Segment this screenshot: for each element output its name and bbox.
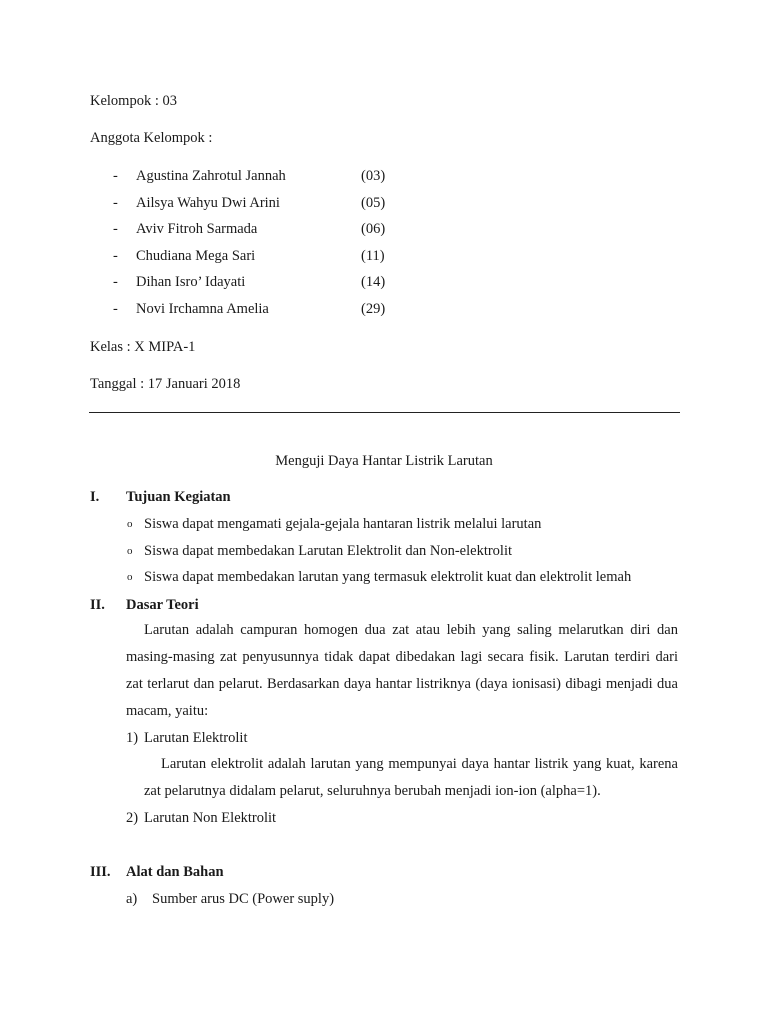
sub-item-title: Larutan Non Elektrolit [144,810,277,826]
member-number: (11) [361,248,385,264]
list-item-text: Siswa dapat membedakan Larutan Elektrolit dan Non-elektrolit [144,543,513,559]
member-name: Dihan Isro’ Idayati [136,274,246,290]
sub-item-title: Larutan Elektrolit [144,730,248,746]
member-dash: - [113,248,118,264]
member-number: (29) [361,301,386,317]
member-dash: - [113,168,118,184]
member-dash: - [113,195,118,211]
member-name: Aviv Fitroh Sarmada [136,221,258,237]
circle-bullet-icon: o [127,545,133,557]
document-title: Menguji Daya Hantar Listrik Larutan [275,453,493,469]
class-info: Kelas : X MIPA-1 [90,339,196,355]
member-dash: - [113,301,118,317]
section-title: Tujuan Kegiatan [126,489,231,505]
list-item-text: Siswa dapat mengamati gejala-gejala hantaran listrik melalui larutan [144,516,542,532]
group-number: Kelompok : 03 [90,93,177,109]
member-number: (06) [361,221,386,237]
section-numeral: I. [90,489,100,505]
section-title: Dasar Teori [126,597,199,613]
member-dash: - [113,221,118,237]
members-label: Anggota Kelompok : [90,130,213,146]
elektrolit-paragraph: Larutan elektrolit adalah larutan yang mempunyai daya hantar listrik yang kuat, karena zat pelarutnya didalam pelarut, seluruhnya berubah menjadi ion-ion (alpha=1). [144,756,678,799]
member-dash: - [113,274,118,290]
list-item-text: Sumber arus DC (Power suply) [152,891,335,907]
list-item-marker: a) [126,891,138,907]
member-name: Ailsya Wahyu Dwi Arini [136,195,280,211]
section-numeral: III. [90,864,111,880]
theory-paragraph: Larutan adalah campuran homogen dua zat atau lebih yang saling melarutkan diri dan masing-masing zat penyusunnya tidak dapat dibedakan lagi secara fisik. Larutan terdiri dari zat terlarut dan pelarut. Berdasarkan daya hantar listriknya (daya ionisasi) dibagi menjadi dua macam, yaitu: [126,622,678,719]
list-item-text: Siswa dapat membedakan larutan yang termasuk elektrolit kuat dan elektrolit lemah [144,569,632,585]
member-number: (05) [361,195,386,211]
sub-item-marker: 1) [126,730,139,746]
section-numeral: II. [90,597,105,613]
member-name: Novi Irchamna Amelia [136,301,269,317]
separator-line [89,412,680,413]
sub-item-marker: 2) [126,810,139,826]
circle-bullet-icon: o [127,571,133,583]
circle-bullet-icon: o [127,518,133,530]
section-title: Alat dan Bahan [126,864,224,880]
member-number: (14) [361,274,386,290]
member-number: (03) [361,168,386,184]
member-name: Agustina Zahrotul Jannah [136,168,286,184]
member-name: Chudiana Mega Sari [136,248,256,264]
date-info: Tanggal : 17 Januari 2018 [90,376,241,392]
